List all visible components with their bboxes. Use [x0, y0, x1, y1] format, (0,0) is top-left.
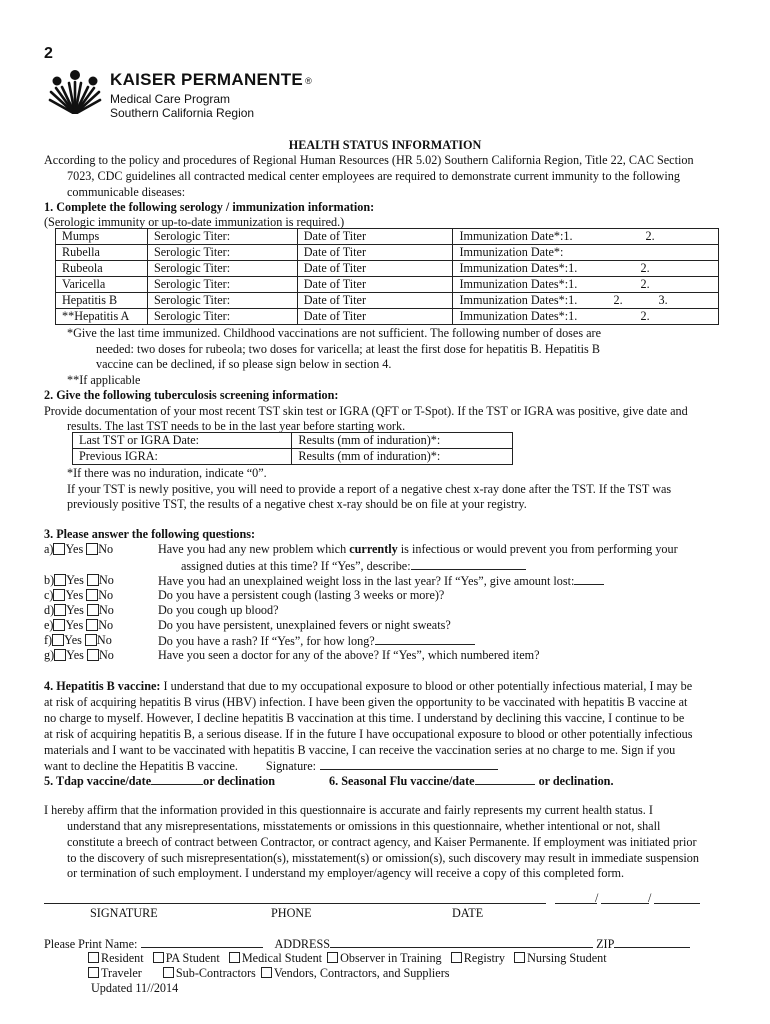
- section1-note-3: vaccine can be declined, if so please sign below in section 4.: [96, 357, 392, 371]
- table-row: [73, 433, 513, 449]
- describe-field[interactable]: [411, 557, 526, 570]
- section3-heading: 3. Please answer the following questions:: [44, 527, 256, 541]
- intro-line-1: According to the policy and procedures of Regional Human Resources (HR 5.02) Southern California Region, Title 22, CAC Section: [44, 153, 694, 167]
- section2-note-3: previously positive TST, the results of a negative chest x-ray should be on file at your registry.: [67, 497, 527, 511]
- org-line-1: Medical Care Program: [110, 92, 231, 106]
- section2-text-2: results. The last TST needs to be in the last year before starting work.: [67, 419, 406, 433]
- date-month-field[interactable]: [555, 903, 597, 904]
- section4-line-4: at risk of acquiring hepatitis B, a serious disease. If in the future I have occupational exposure to blood or other potentially infectious: [44, 727, 693, 741]
- roles-row-2: [88, 965, 450, 981]
- date-separator-2: /: [648, 891, 652, 905]
- titer-field[interactable]: Serologic Titer:: [147, 245, 297, 261]
- print-name-row: Please Print Name: ADDRESS ZIP: [44, 935, 690, 952]
- org-line-2: Southern California Region: [110, 106, 255, 120]
- table-row: [56, 261, 719, 277]
- section1-note-4: **If applicable: [67, 373, 141, 387]
- question-e-text: Do you have persistent, unexplained fevers or night sweats?: [158, 618, 451, 632]
- question-b-answers: b) Yes No: [44, 573, 114, 587]
- titer-field[interactable]: Serologic Titer:: [147, 261, 297, 277]
- table-row: [73, 449, 513, 465]
- table-row: [56, 245, 719, 261]
- checkbox[interactable]: [229, 952, 240, 963]
- brand-name: KAISER PERMANENTE ®: [110, 70, 313, 89]
- section2-note-1: *If there was no induration, indicate “0”.: [67, 466, 267, 480]
- affirmation-line-1: I hereby affirm that the information provided in this questionnaire is accurate and fairly represents my current health status. I: [44, 803, 653, 817]
- role-pa-student[interactable]: PA Student: [153, 951, 220, 965]
- table-row: [56, 309, 719, 325]
- yes-checkbox[interactable]: [54, 574, 66, 586]
- question-d-answers: d) Yes No: [44, 603, 114, 617]
- no-checkbox[interactable]: [87, 649, 99, 661]
- no-checkbox[interactable]: [87, 604, 99, 616]
- section4-line-1: 4. Hepatitis B vaccine: I understand that due to my occupational exposure to blood or other potentially infectious material, I may be: [44, 679, 693, 693]
- no-checkbox[interactable]: [87, 574, 99, 586]
- checkbox[interactable]: [88, 967, 99, 978]
- immunization-dates-field[interactable]: Immunization Dates*:1. 2.: [453, 277, 719, 293]
- affirmation-line-4: to the discovery of such misrepresentation(s), misstatement(s) or omission(s), such discovery may result in immediate suspension: [67, 851, 699, 865]
- igra-field[interactable]: Previous IGRA:: [73, 449, 292, 465]
- immunization-table: [55, 228, 719, 325]
- titer-date-field[interactable]: Date of Titer: [297, 309, 453, 325]
- titer-field[interactable]: Serologic Titer:: [147, 293, 297, 309]
- tdap-row: 5. Tdap vaccine/date or declination: [44, 774, 275, 788]
- section1-heading: 1. Complete the following serology / immunization information:: [44, 200, 375, 214]
- section2-heading: 2. Give the following tuberculosis screening information:: [44, 388, 339, 402]
- date-separator-1: /: [595, 891, 599, 905]
- checkbox[interactable]: [163, 967, 174, 978]
- question-e-answers: e) Yes No: [44, 618, 114, 632]
- updated-date: Updated 11//2014: [91, 981, 179, 995]
- immunization-dates-field[interactable]: Immunization Dates*:1. 2. 3.: [453, 293, 719, 309]
- date-year-field[interactable]: [654, 903, 700, 904]
- no-checkbox[interactable]: [85, 634, 97, 646]
- print-name-field[interactable]: [141, 935, 263, 948]
- hepb-decline-signature-field[interactable]: [320, 757, 498, 770]
- tb-screening-table: [72, 432, 513, 465]
- signature-line[interactable]: [44, 903, 546, 904]
- yes-checkbox[interactable]: [53, 543, 65, 555]
- role-observer-in-training[interactable]: Observer in Training: [327, 951, 442, 965]
- roles-row-1: [88, 950, 607, 966]
- date-label: DATE: [452, 906, 484, 920]
- checkbox[interactable]: [261, 967, 272, 978]
- no-checkbox[interactable]: [86, 589, 98, 601]
- titer-field[interactable]: Serologic Titer:: [147, 277, 297, 293]
- igra-result-field[interactable]: Results (mm of induration)*:: [292, 449, 513, 465]
- address-field[interactable]: [330, 935, 593, 948]
- no-checkbox[interactable]: [86, 619, 98, 631]
- titer-date-field[interactable]: Date of Titer: [297, 293, 453, 309]
- checkbox[interactable]: [451, 952, 462, 963]
- titer-date-field[interactable]: Date of Titer: [297, 245, 453, 261]
- tb-date-field[interactable]: Last TST or IGRA Date:: [73, 433, 292, 449]
- tb-result-field[interactable]: Results (mm of induration)*:: [292, 433, 513, 449]
- affirmation-line-3: constitute a breech of contract between Contractor, or contract agency, and Kaiser Permanente. If employment was initiated prior: [67, 835, 697, 849]
- flu-row: 6. Seasonal Flu vaccine/date or declination.: [329, 774, 614, 788]
- role-registry[interactable]: Registry: [451, 951, 505, 965]
- table-row: [56, 293, 719, 309]
- section1-note-1: *Give the last time immunized. Childhood vaccinations are not sufficient. The following number of doses are: [67, 326, 601, 340]
- table-row: [56, 229, 719, 245]
- disease-cell: Hepatitis B: [56, 293, 148, 309]
- intro-line-3: communicable diseases:: [67, 185, 186, 199]
- question-a-text-2: assigned duties at this time? If “Yes”, describe:: [181, 557, 526, 574]
- immunization-dates-field[interactable]: Immunization Dates*:1. 2.: [453, 309, 719, 325]
- yes-checkbox[interactable]: [52, 634, 64, 646]
- section4-line-3: no charge to myself. However, I decline hepatitis B vaccination at this time. I understand by declining this vaccine, I continue to be: [44, 711, 685, 725]
- question-c-text: Do you have a persistent cough (lasting 3 weeks or more)?: [158, 588, 445, 602]
- question-c-answers: c) Yes No: [44, 588, 114, 602]
- intro-line-2: 7023, CDC guidelines all contracted medical center employees are required to demonstrate current immunity to the following: [67, 169, 680, 183]
- role-nursing-student[interactable]: Nursing Student: [514, 951, 607, 965]
- checkbox[interactable]: [327, 952, 338, 963]
- yes-checkbox[interactable]: [54, 649, 66, 661]
- disease-cell: Mumps: [56, 229, 148, 245]
- checkbox[interactable]: [88, 952, 99, 963]
- rash-duration-field[interactable]: [375, 632, 475, 645]
- question-d-text: Do you cough up blood?: [158, 603, 279, 617]
- weight-lost-field[interactable]: [574, 572, 604, 585]
- yes-checkbox[interactable]: [53, 619, 65, 631]
- titer-field[interactable]: Serologic Titer:: [147, 309, 297, 325]
- no-checkbox[interactable]: [86, 543, 98, 555]
- disease-cell: **Hepatitis A: [56, 309, 148, 325]
- section4-line-2: at risk of acquiring hepatitis B virus (HBV) infection. I have been given the opportunity to be vaccinated with hepatitis B vaccine at: [44, 695, 688, 709]
- immunization-dates-field[interactable]: Immunization Date*:: [453, 245, 719, 261]
- phone-label: PHONE: [271, 906, 312, 920]
- immunization-dates-field[interactable]: Immunization Date*:1. 2.: [453, 229, 719, 245]
- disease-cell: Varicella: [56, 277, 148, 293]
- question-b-text: Have you had an unexplained weight loss in the last year? If “Yes”, give amount lost:: [158, 572, 604, 589]
- zip-field[interactable]: [614, 935, 690, 948]
- date-day-field[interactable]: [601, 903, 649, 904]
- table-row: [56, 277, 719, 293]
- yes-checkbox[interactable]: [54, 604, 66, 616]
- section1-subheading: (Serologic immunity or up-to-date immunization is required.): [44, 215, 345, 229]
- question-a-text: Have you had any new problem which currently is infectious or would prevent you from performing your: [158, 542, 678, 556]
- tdap-date-field[interactable]: [151, 772, 203, 785]
- immunization-dates-field[interactable]: Immunization Dates*:1. 2.: [453, 261, 719, 277]
- page-title: HEALTH STATUS INFORMATION: [288, 138, 482, 152]
- affirmation-line-2: understand that any misrepresentations, misstatements or omissions in this questionnaire, whether intentional or not, shall: [67, 819, 661, 833]
- section1-note-2: needed: two doses for rubeola; two doses for varicella; at least the first dose for hepatitis B. Hepatitis B: [96, 342, 600, 356]
- role-vendors[interactable]: Vendors, Contractors, and Suppliers: [261, 966, 450, 980]
- disease-cell: Rubella: [56, 245, 148, 261]
- titer-date-field[interactable]: Date of Titer: [297, 277, 453, 293]
- question-a-answers: a) Yes No: [44, 542, 114, 556]
- role-sub-contractors[interactable]: Sub-Contractors: [163, 966, 256, 980]
- section4-line-5: materials and I want to be vaccinated with hepatitis B vaccine, I can receive the vaccination series at no charge to me. Sign if you: [44, 743, 676, 757]
- flu-date-field[interactable]: [475, 772, 535, 785]
- role-resident[interactable]: Resident: [88, 951, 144, 965]
- yes-checkbox[interactable]: [53, 589, 65, 601]
- affirmation-line-5: or termination of such employment. I understand my employer/agency will receive a copy of this completed form.: [67, 866, 625, 880]
- question-g-answers: g) Yes No: [44, 648, 114, 662]
- kaiser-people-logo-icon: [48, 70, 103, 114]
- section2-note-2: If your TST is newly positive, you will need to provide a report of a negative chest x-ray done after the TST. If the TST was: [67, 482, 672, 496]
- question-f-answers: f) Yes No: [44, 633, 112, 647]
- titer-field[interactable]: Serologic Titer:: [147, 229, 297, 245]
- role-traveler[interactable]: Traveler: [88, 966, 142, 980]
- checkbox[interactable]: [514, 952, 525, 963]
- section2-text-1: Provide documentation of your most recent TST skin test or IGRA (QFT or T-Spot). If the TST or IGRA was positive, give date and: [44, 404, 688, 418]
- section4-line-6: want to decline the Hepatitis B vaccine. Signature:: [44, 757, 498, 774]
- disease-cell: Rubeola: [56, 261, 148, 277]
- question-f-text: Do you have a rash? If “Yes”, for how long?: [158, 632, 475, 649]
- role-medical-student[interactable]: Medical Student: [229, 951, 322, 965]
- question-g-text: Have you seen a doctor for any of the above? If “Yes”, which numbered item?: [158, 648, 540, 662]
- signature-label: SIGNATURE: [90, 906, 158, 920]
- titer-date-field[interactable]: Date of Titer: [297, 261, 453, 277]
- titer-date-field[interactable]: Date of Titer: [297, 229, 453, 245]
- page-number: 2: [44, 45, 53, 62]
- checkbox[interactable]: [153, 952, 164, 963]
